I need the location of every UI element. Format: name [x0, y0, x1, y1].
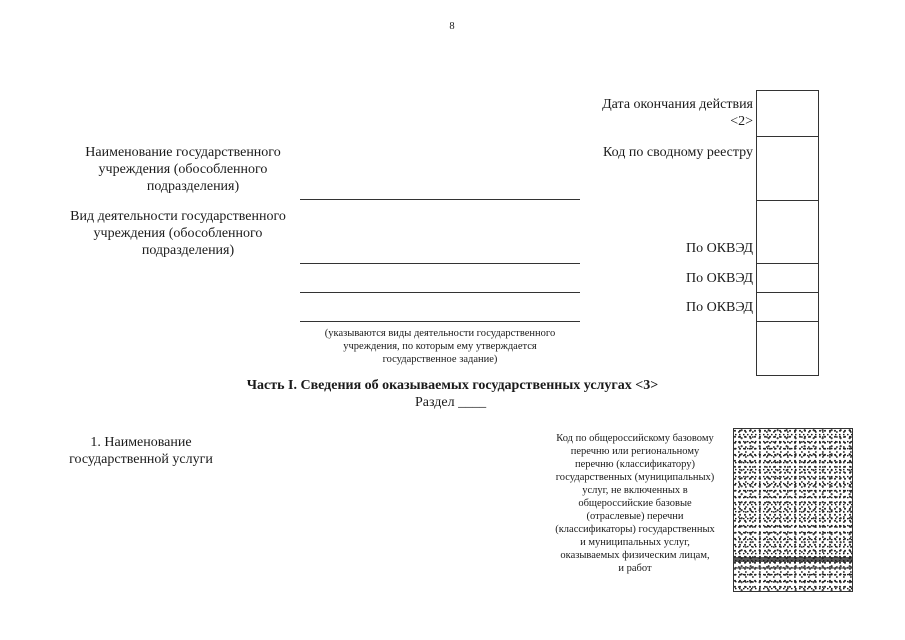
label-line: общероссийские базовые	[578, 498, 692, 509]
end-date-footnote: <2>	[730, 114, 753, 129]
label-line: 1. Наименование	[90, 435, 192, 450]
codes-table-divider	[756, 136, 818, 137]
label-line: услуг, не включенных в	[582, 485, 688, 496]
label-line: учреждения (обособленного	[93, 226, 263, 241]
scan-streak	[734, 557, 852, 562]
label-line: Код по общероссийскому базовому	[556, 433, 714, 444]
label-line: и муниципальных услуг,	[580, 537, 690, 548]
label-line: оказываемых физическим лицам,	[560, 550, 710, 561]
activity-type-label	[58, 208, 298, 259]
label-line: подразделения)	[146, 179, 240, 194]
codes-table-divider	[756, 292, 818, 293]
page-number: 8	[449, 21, 455, 32]
base-list-code-label	[540, 432, 730, 575]
label-line: подразделения)	[141, 243, 235, 258]
scan-streak	[734, 567, 852, 569]
codes-table-divider	[756, 263, 818, 264]
institution-name-label	[58, 144, 308, 195]
label-line: перечню (классификатору)	[574, 459, 696, 470]
note-line: (указываются виды деятельности государственного	[324, 328, 556, 339]
codes-table	[756, 90, 819, 376]
label-line: Вид деятельности государственного	[70, 209, 286, 224]
part-title: Часть I. Сведения об оказываемых государственных услугах <3>	[246, 378, 659, 393]
label-line: (классификаторы) государственных	[555, 524, 715, 535]
label-line: (отраслевые) перечни	[586, 511, 684, 522]
registry-code-label: Код по сводному реестру	[603, 145, 753, 160]
label-line: учреждения (обособленного	[98, 162, 268, 177]
end-date-label	[560, 96, 753, 130]
label-line: и работ	[618, 563, 652, 574]
base-list-code-box[interactable]	[733, 428, 853, 592]
okved-label: По ОКВЭД	[685, 271, 753, 286]
service-name-label	[52, 434, 230, 468]
okved-label: По ОКВЭД	[685, 241, 753, 256]
label-line: Наименование государственного	[85, 145, 281, 160]
label-line: перечню или региональному	[570, 446, 700, 457]
activity-note	[290, 327, 590, 366]
label-line: государственных (муниципальных)	[555, 472, 715, 483]
label-line: государственной услуги	[69, 452, 213, 467]
codes-table-divider	[756, 200, 818, 201]
activity-type-field[interactable]	[300, 263, 580, 264]
activity-type-field[interactable]	[300, 292, 580, 293]
codes-table-divider	[756, 321, 818, 322]
note-line: государственное задание)	[382, 354, 498, 365]
activity-type-field[interactable]	[300, 321, 580, 322]
institution-name-field[interactable]	[300, 199, 580, 200]
section-label: Раздел ____	[415, 395, 487, 410]
okved-label: По ОКВЭД	[685, 300, 753, 315]
note-line: учреждения, по которым ему утверждается	[343, 341, 537, 352]
end-date-label-line: Дата окончания действия	[602, 97, 753, 112]
